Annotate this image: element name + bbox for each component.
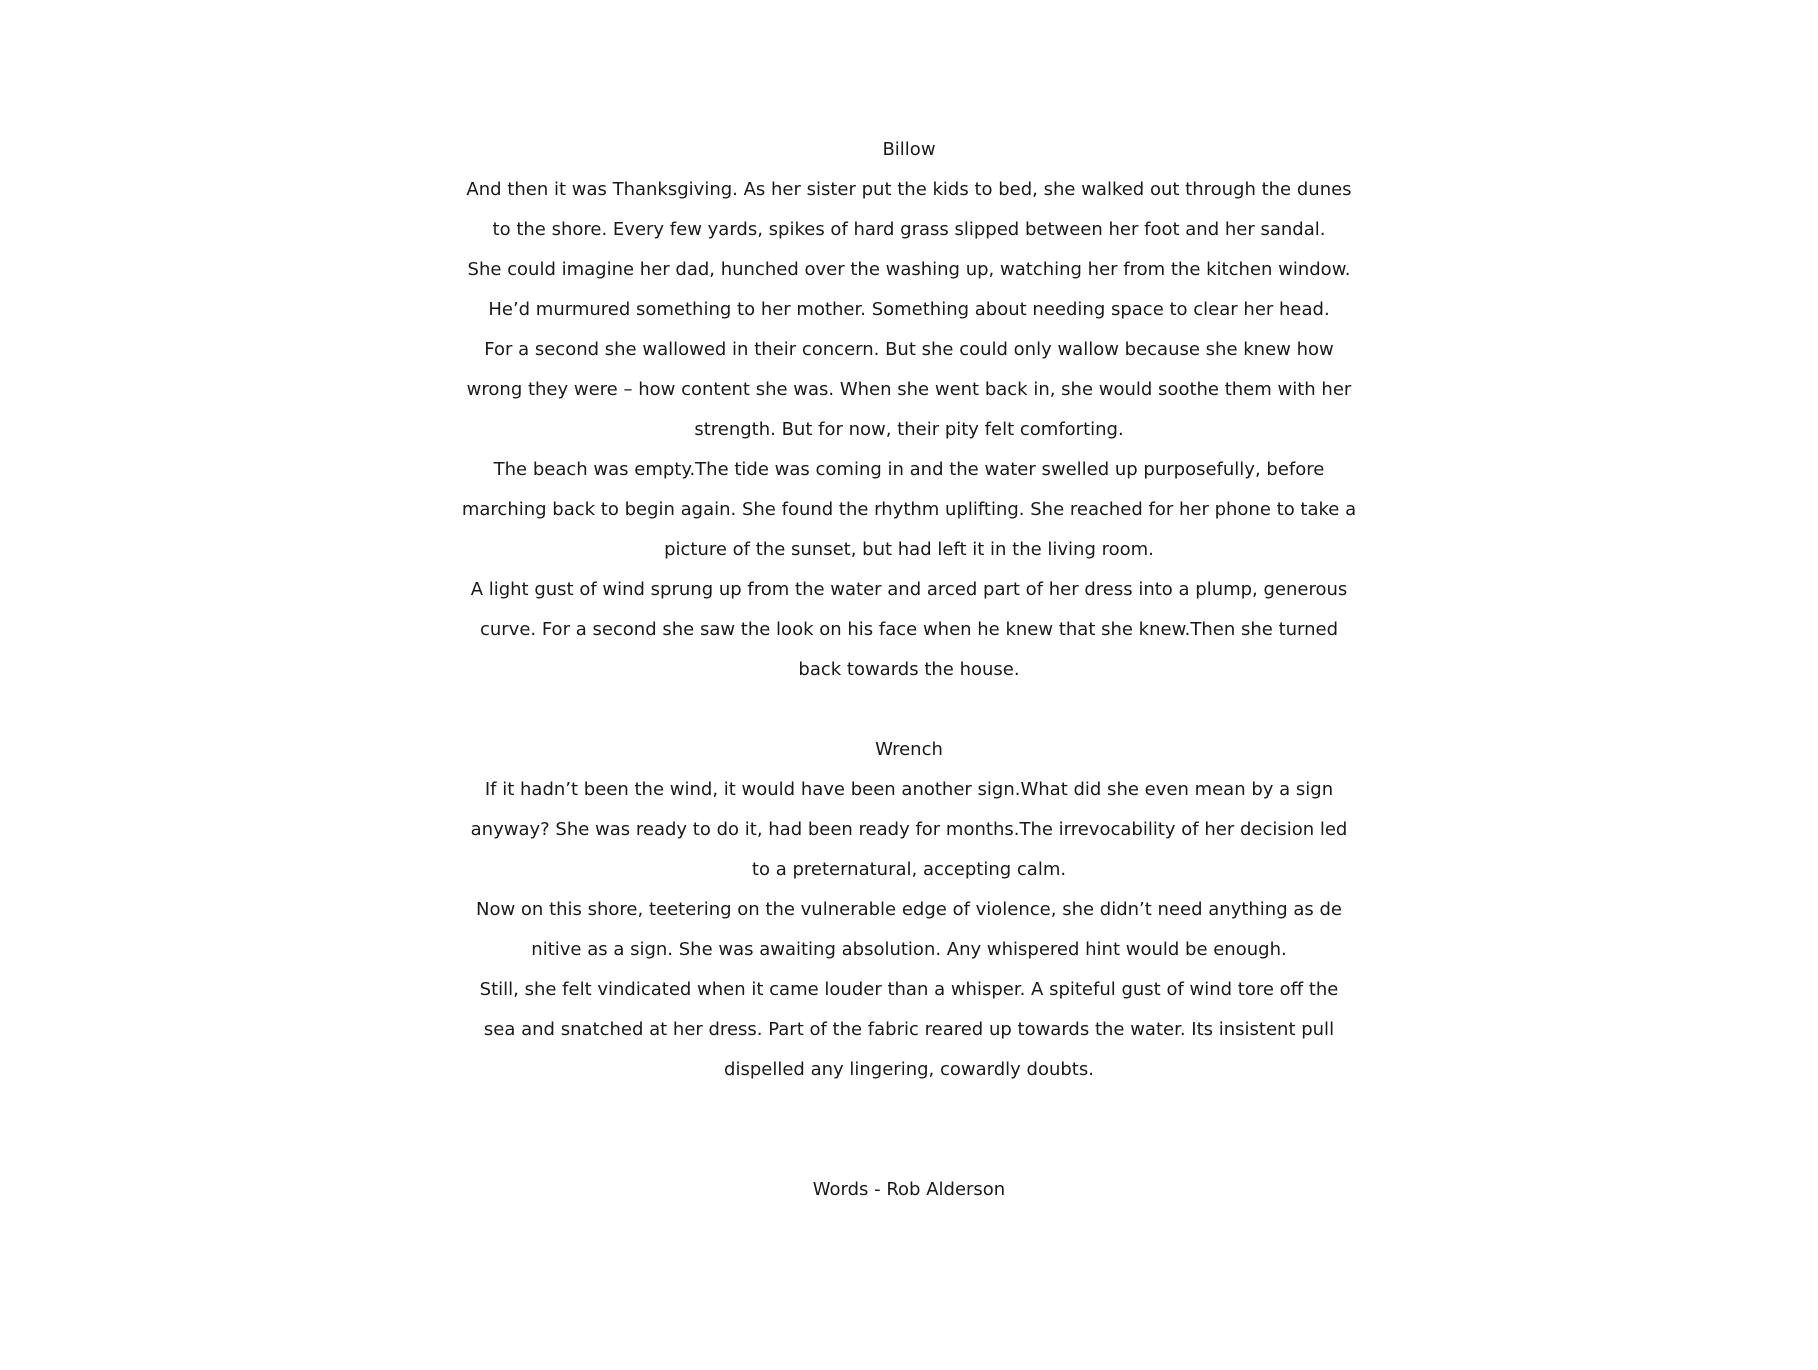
story2-line: dispelled any lingering, cowardly doubts. <box>724 1059 1094 1080</box>
story2-line: to a preternatural, accepting calm. <box>751 859 1067 880</box>
story2-line: nitive as a sign. She was awaiting absolution. Any whispered hint would be enough. <box>531 939 1287 960</box>
story1-line: picture of the sunset, but had left it in the living room. <box>664 539 1154 560</box>
story1-line: curve. For a second she saw the look on his face when he knew that she knew.Then she turned <box>479 619 1339 640</box>
story-title-billow: Billow <box>882 139 936 160</box>
story2-line: Now on this shore, teetering on the vulnerable edge of violence, she didn’t need anything as de <box>476 899 1342 920</box>
story2-line: anyway? She was ready to do it, had been ready for months.The irrevocability of her decision led <box>470 819 1348 840</box>
story1-line: The beach was empty.The tide was coming in and the water swelled up purposefully, before <box>493 459 1325 480</box>
story1-line: For a second she wallowed in their concern. But she could only wallow because she knew how <box>484 339 1334 360</box>
story1-line: And then it was Thanksgiving. As her sister put the kids to bed, she walked out through the dunes <box>466 179 1352 200</box>
story2-line: Still, she felt vindicated when it came louder than a whisper. A spiteful gust of wind tore off the <box>479 979 1339 1000</box>
story1-line: strength. But for now, their pity felt comforting. <box>694 419 1124 440</box>
story1-line: He’d murmured something to her mother. Something about needing space to clear her head. <box>488 299 1330 320</box>
story2-line: If it hadn’t been the wind, it would have been another sign.What did she even mean by a sign <box>484 779 1334 800</box>
story1-line: wrong they were – how content she was. When she went back in, she would soothe them with her <box>466 379 1352 400</box>
story1-line: back towards the house. <box>798 659 1020 680</box>
story1-line: A light gust of wind sprung up from the water and arced part of her dress into a plump, generous <box>470 579 1348 600</box>
story1-line: to the shore. Every few yards, spikes of hard grass slipped between her foot and her sandal. <box>492 219 1326 240</box>
story1-line: marching back to begin again. She found the rhythm uplifting. She reached for her phone to take a <box>461 499 1357 520</box>
story-title-wrench: Wrench <box>875 739 943 760</box>
story1-line: She could imagine her dad, hunched over the washing up, watching her from the kitchen window. <box>467 259 1351 280</box>
story2-line: sea and snatched at her dress. Part of the fabric reared up towards the water. Its insistent pull <box>483 1019 1335 1040</box>
author-credit: Words - Rob Alderson <box>812 1179 1006 1200</box>
